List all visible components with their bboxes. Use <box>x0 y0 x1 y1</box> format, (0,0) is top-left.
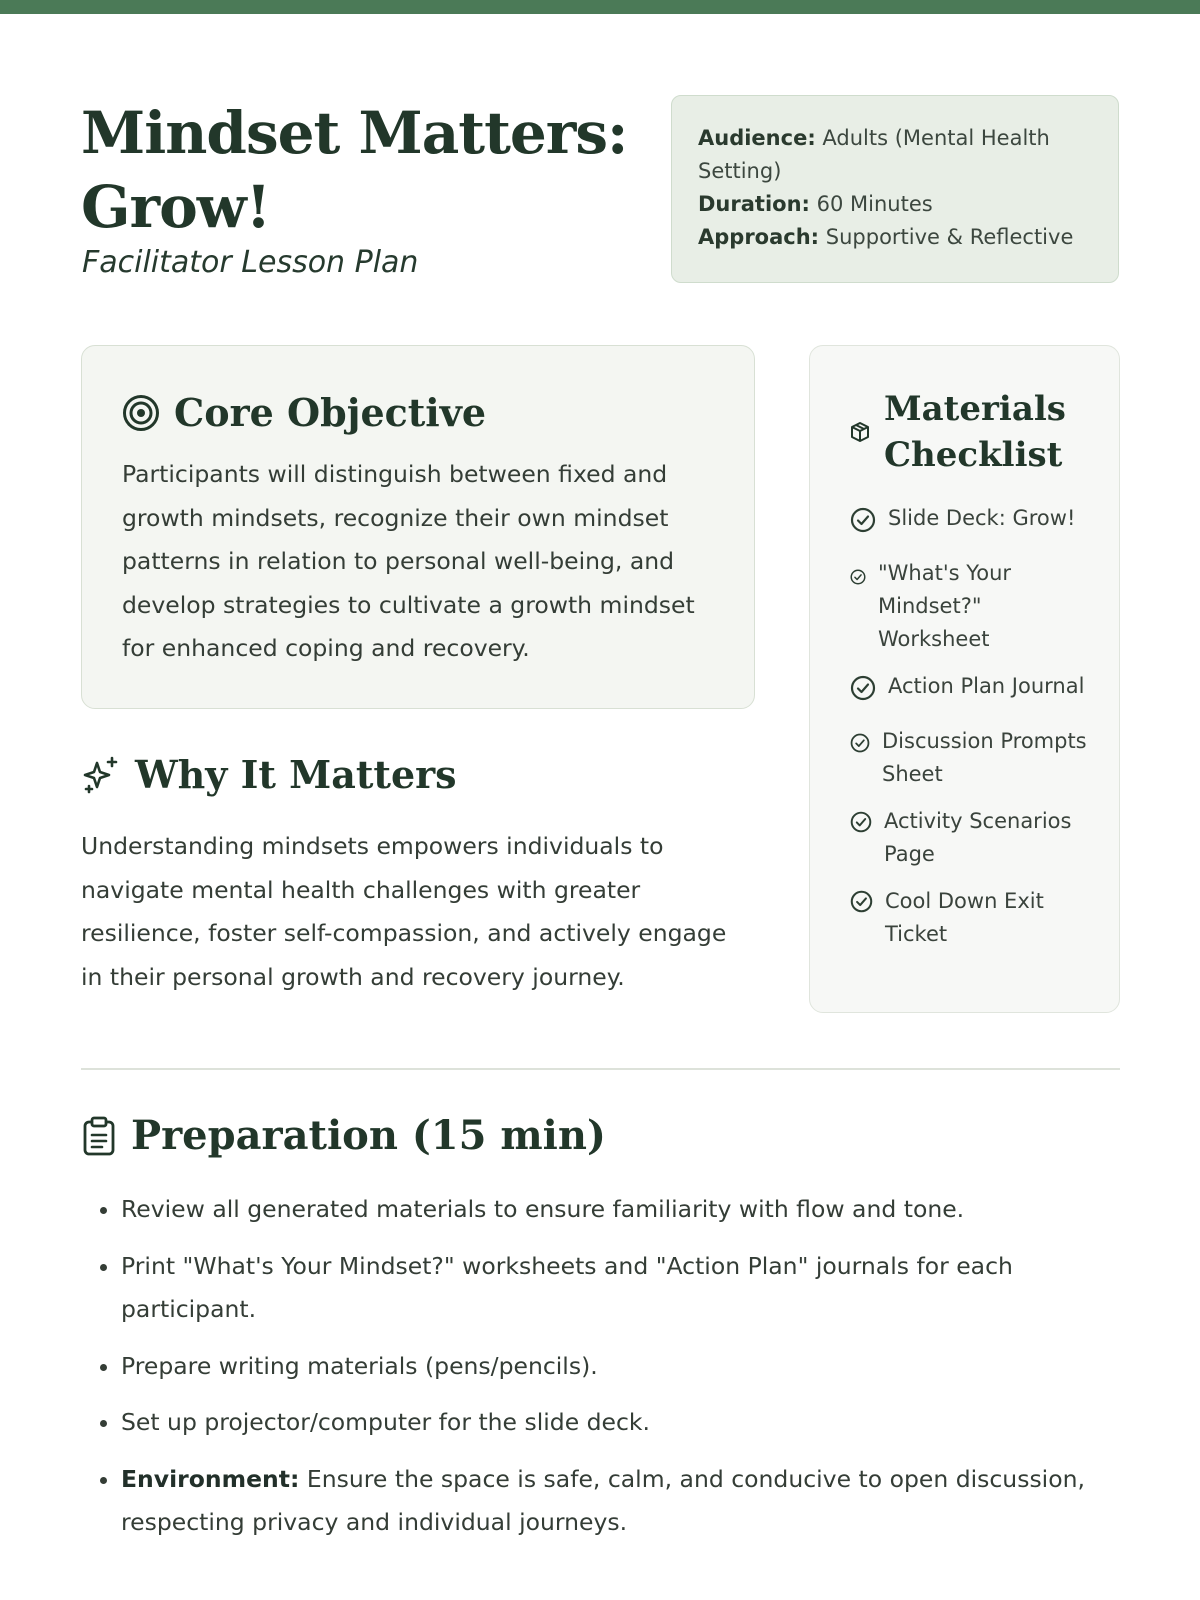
why-it-matters-title: Why It Matters <box>135 752 457 797</box>
materials-item <box>850 557 1095 656</box>
preparation-list <box>81 1188 1120 1558</box>
materials-item-label: Activity Scenarios Page <box>884 809 1072 866</box>
core-objective-card <box>81 345 755 709</box>
list-item <box>121 1458 1120 1545</box>
duration-label: Duration: <box>698 192 810 216</box>
check-circle-icon <box>850 810 872 843</box>
materials-item-label: Action Plan Journal <box>888 674 1085 698</box>
environment-label: Environment: <box>121 1464 300 1493</box>
list-item: • Set up projector/computer for the slide deck. <box>121 1401 1120 1445</box>
why-it-matters-heading <box>81 752 457 797</box>
approach-label: Approach: <box>698 225 820 249</box>
clipboard-icon <box>81 1116 117 1156</box>
materials-item-label: Slide Deck: Grow! <box>888 506 1076 530</box>
materials-item-label: Discussion Prompts Sheet <box>882 729 1087 786</box>
approach-row <box>698 221 1092 254</box>
materials-title: Materials Checklist <box>884 389 1066 475</box>
package-icon <box>850 409 870 455</box>
materials-heading <box>850 386 1095 478</box>
core-objective-heading <box>122 390 714 435</box>
environment-text: Ensure the space is safe, calm, and conducive to open discussion, respecting privacy and individual journeys. <box>121 1464 1085 1536</box>
materials-item <box>850 885 1095 951</box>
materials-item <box>850 805 1095 871</box>
target-icon <box>122 394 160 432</box>
preparation-heading <box>81 1112 606 1159</box>
why-it-matters-text: Understanding mindsets empowers individuals to navigate mental health challenges with greater resilience, foster self-compassion, and actively engage in their personal growth and recovery journey. <box>81 832 727 991</box>
preparation-title: Preparation (15 min) <box>131 1112 606 1159</box>
materials-item-label: "What's Your Mindset?" Worksheet <box>878 561 1012 651</box>
audience-label: Audience: <box>698 126 816 150</box>
duration-row <box>698 188 1092 221</box>
check-circle-icon <box>850 890 873 923</box>
check-circle-icon <box>850 675 876 711</box>
check-circle-icon <box>850 562 866 595</box>
approach-value: Supportive & Reflective <box>825 225 1074 249</box>
section-divider <box>81 1068 1120 1070</box>
core-objective-text: Participants will distinguish between fixed and growth mindsets, recognize their own mindset patterns in relation to personal well-being, and develop strategies to cultivate a growth mindset for enhanced coping and recovery. <box>122 460 695 662</box>
materials-checklist-card <box>809 345 1120 1013</box>
page-title: Mindset Matters: Grow! <box>81 99 628 241</box>
list-item: • Review all generated materials to ensure familiarity with flow and tone. <box>121 1188 1120 1232</box>
check-circle-icon <box>850 730 870 763</box>
list-item: • Print "What's Your Mindset?" worksheets and "Action Plan" journals for each participant. <box>121 1245 1120 1332</box>
audience-value: Adults (Mental Health Setting) <box>698 126 1050 183</box>
materials-item <box>850 725 1095 791</box>
check-circle-icon <box>850 507 876 543</box>
sparkles-icon <box>81 755 121 795</box>
audience-row <box>698 122 1092 188</box>
page-subtitle: Facilitator Lesson Plan <box>82 245 419 280</box>
duration-value: 60 Minutes <box>816 192 933 216</box>
materials-list <box>850 502 1095 951</box>
materials-item-label: Cool Down Exit Ticket <box>885 889 1044 946</box>
list-item: • Prepare writing materials (pens/pencils). <box>121 1345 1120 1389</box>
lesson-info-box <box>671 95 1119 283</box>
core-objective-title: Core Objective <box>174 390 486 435</box>
materials-item <box>850 670 1095 711</box>
materials-item <box>850 502 1095 543</box>
top-accent-bar <box>0 0 1200 14</box>
